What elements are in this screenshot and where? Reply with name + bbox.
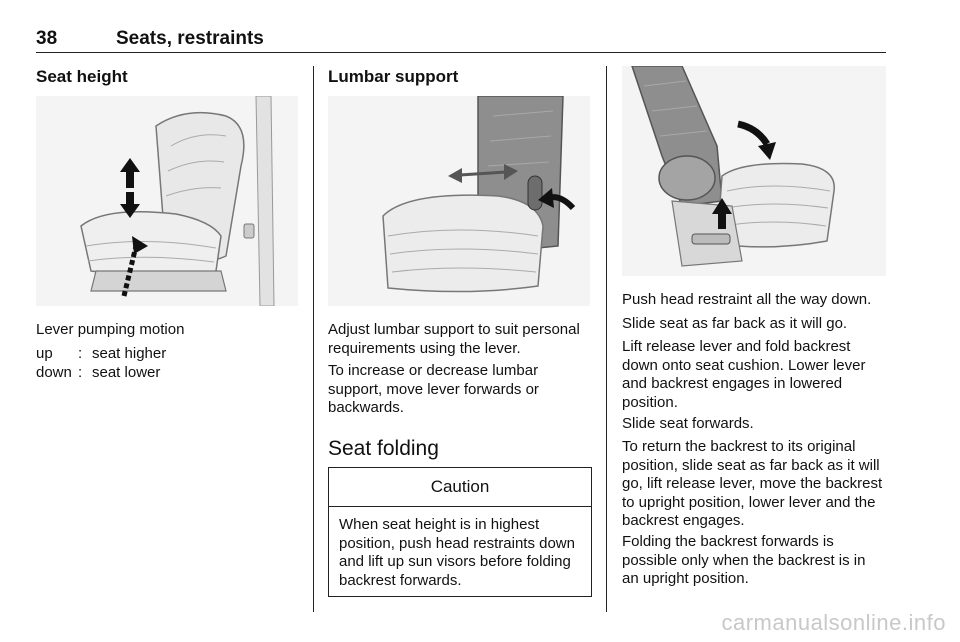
seat-folding-text-1: Push head restraint all the way down. [622,291,872,308]
seat-folding-text-3: Lift release lever and fold backrest down onto seat cushion. Lower lever and backrest engages in lowered position. [622,338,866,411]
seat-folding-heading: Seat folding [328,437,439,460]
seat-folding-text-4: Slide seat forwards. [622,415,754,432]
caution-text: When seat height is in highest position, push head restraints down and lift up sun visors before folding backrest forwards. [339,516,575,589]
definition-description: seat higher [92,345,167,362]
column-divider-1 [313,66,314,612]
definition-description: seat lower [92,363,161,381]
lumbar-support-text-1: Adjust lumbar support to suit personal requirements using the lever. [328,321,580,357]
lumbar-support-illustration [328,96,590,306]
seat-folding-text-2: Slide seat as far back as it will go. [622,315,848,332]
seat-folding-text-5: To return the backrest to its original position, slide seat as far back as it will go, lift release lever, move the backrest to upright position, lower lever and the backrest engages. [622,438,883,529]
definition-term: down [36,363,72,381]
definition-term: up [36,345,53,362]
column-divider-2 [606,66,607,612]
lumbar-support-heading: Lumbar support [328,67,459,86]
definition-row-down [36,364,296,383]
seat-height-definitions [36,345,296,382]
definition-separator: : [78,363,83,381]
caution-box [328,467,592,597]
seat-height-heading: Seat height [36,67,128,86]
seat-height-illustration [36,96,298,306]
seat-height-lead-text: Lever pumping motion [36,321,185,338]
watermark: carmanualsonline.info [721,610,946,635]
caution-title: Caution [329,468,591,507]
page-header [36,26,886,53]
lumbar-support-text-2: To increase or decrease lumbar support, move lever forwards or backwards. [328,362,539,416]
page-number: 38 [36,28,58,49]
seat-folding-text-6: Folding the backrest forwards is possible only when the backrest is in an upright position. [622,533,866,587]
page-section-title: Seats, restraints [116,28,264,49]
seat-folding-illustration [622,66,886,276]
definition-separator: : [78,345,83,362]
definition-row-up [36,345,296,364]
